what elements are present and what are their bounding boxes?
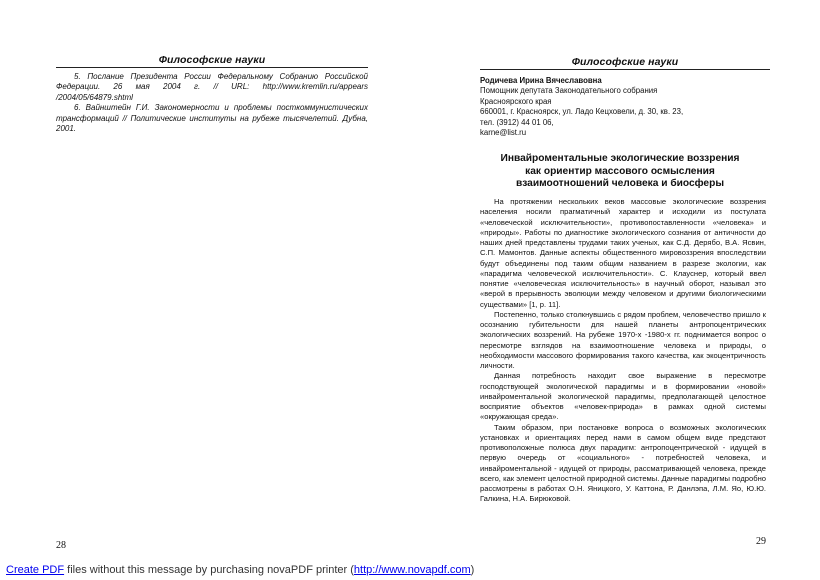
body-paragraph: Таким образом, при постановке вопроса о возможных экологических установках и ориентациях перед нами в самом общем виде предстают противоположные полюса двух парадигм: антропоцентрической - идущей в первую очередь от «социального» - потребностей человека, и инвайроментальной - идущей от природы, рассматривающей человека, прежде всего, как элемент целостной природной системы. Данные парадигмы подробно рассмотрены в работах О.Н. Яницкого, У. Каттона, Р. Данлэпа, Л.М. Яо, Ю.Ю. Галкина, Н.А. Бирюковой. [480,422,766,504]
left-running-head: Философские науки [158,54,266,66]
footnote-6: 6. Вайнштейн Г.И. Закономерности и проблемы посткоммунистических трансформаций // Политические институты на рубеже тысячелетий. Дубна, 2001. [56,103,368,134]
right-running-rule [480,69,770,70]
article-title-line: как ориентир массового осмысления [525,165,715,177]
article-title [470,153,770,191]
author-name: Родичева Ирина Вячеславовна [480,76,602,85]
footer-text: files without this message by purchasing novaPDF printer ( [64,564,354,576]
footer-text-end: ) [470,564,475,576]
footnote-5: 5. Послание Президента России Федеральному Собранию Российской Федерации. 26 мая 2004 г. // URL: http://www.kremlin.ru/appears /2004/05/64879.shtml [56,72,368,102]
left-running-rule [56,67,368,68]
create-pdf-link[interactable]: Create PDF [6,564,65,576]
body-paragraph: Постепенно, только столкнувшись с рядом проблем, человечество пришло к осознанию губительности для нашей планеты антропоцентрических экологических воззрений. На рубеже 1970-х -1980-х гг. поднимается вопрос о пересмотре взглядов на взаимоотношение человека и природы, о необходимости массового формирования такого качества, как экоцентричность личности. [480,309,766,370]
article-title-line: Инвайроментальные экологические воззрения [500,153,740,164]
body-paragraph: Данная потребность находит свое выражение в пересмотре господствующей экологической парадигмы и в формировании «новой» инвайроментальной экологической парадигмы, предполагающей целостное восприятие объектов «человек-природа» в рамках одной системы «окружающая среда». [480,371,766,422]
right-running-head: Философские науки [571,56,679,68]
author-block [480,76,770,138]
left-page-number: 28 [56,540,66,551]
body-paragraph: На протяжении нескольких веков массовые экологические воззрения населения носили прагматичный характер и исходили из постулата «человеческой исключительности», противопоставленности «человека» и «природы». Работы по диагностике экологического сознания от античности до наших дней представлены трудами таких ученых, как С.Д. Дерябо, В.А. Ясвин, С.П. Мамонтов. Данные аспекты общественного мировоззрения впоследствии будут объединены под таким общим названием в разрезе экологии, как «парадигма человеческой исключительности». С. Клауснер, который ввел понятие «человеческая исключительность» в научный оборот, называл это «верой в прерывность эволюции между человеком и другими биологическими существами» [1, р. 11]. [480,197,766,309]
article-body [480,197,766,505]
pdf-footer-banner [0,564,820,576]
author-region: Красноярского края [480,96,552,106]
right-page-number: 29 [756,536,766,547]
author-email: karne@list.ru [480,128,527,138]
novapdf-url-link[interactable]: http://www.novapdf.com [353,564,471,576]
left-footnotes [56,72,368,134]
author-phone: тел. (3912) 44 01 06, [480,117,554,127]
author-position: Помощник депутата Законодательного собрания [480,86,658,96]
author-address: 660001, г. Красноярск, ул. Ладо Кецховели, д. 30, кв. 23, [480,107,684,117]
article-title-line: взаимоотношений человека и биосферы [515,178,725,189]
